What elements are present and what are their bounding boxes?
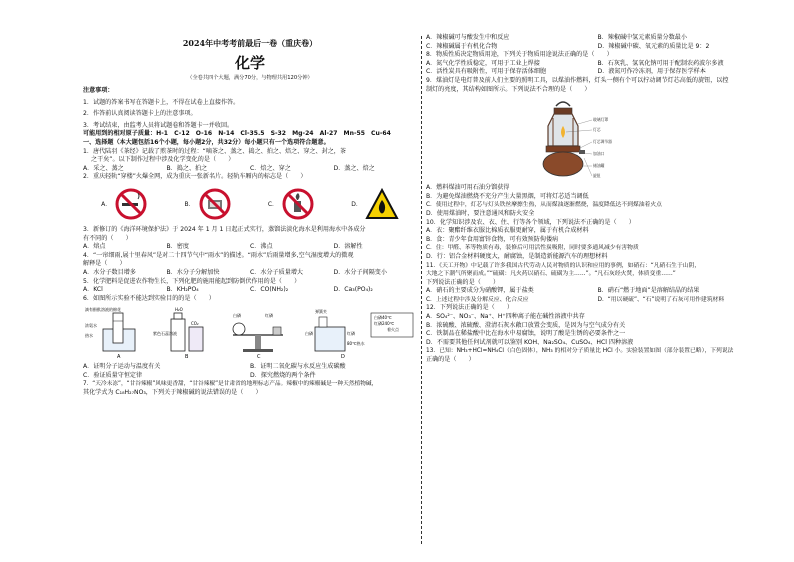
option-c[interactable]: C．沸点 — [250, 243, 273, 251]
option-a[interactable]: A．辣椒碱可与酸发生中和反应 — [426, 34, 510, 41]
option-c[interactable]: C．验证质量守恒定律 — [83, 371, 143, 379]
option-c[interactable]: C．住：甲醛、苯等物质有毒，装修后可用活性炭吸附，同时要多通风减少有害物质 — [426, 245, 639, 252]
question-6-options — [83, 372, 417, 381]
option-a[interactable]: A．SO₄²⁻、NO₃⁻、Na⁺、H⁺四种离子能在碱性溶液中共存 — [426, 313, 585, 321]
option-a[interactable]: A．熔点 — [83, 243, 106, 251]
flammable-warning-icon — [365, 188, 399, 220]
section-heading: 一、选择题（本大题包括16个小题，每小题2分，共32分）每小题只有一个选项符合题意。 — [83, 138, 330, 146]
option-c[interactable]: C．辣椒碱属于有机化合物 — [426, 42, 498, 50]
notice-item: 3．考试结束，由监考人员将试题卷和答题卡一并收回。 — [83, 121, 234, 129]
svg-text:热水: 热水 — [85, 333, 93, 339]
question-8-options — [426, 68, 769, 77]
option-c[interactable]: C．焙之、穿之 — [250, 164, 291, 172]
option-d[interactable]: D．Ca₃(PO₄)₂ — [333, 286, 373, 294]
option-d[interactable]: D． — [351, 188, 399, 220]
svg-text:白磷: 白磷 — [233, 313, 241, 319]
option-c[interactable]: C．CO(NH₂)₂ — [250, 286, 289, 294]
svg-text:D: D — [341, 354, 345, 361]
option-d[interactable]: D．水分子间隔变小 — [333, 268, 387, 276]
experiment-diagram — [83, 305, 417, 361]
svg-text:白磷40℃: 白磷40℃ — [374, 315, 392, 321]
question-11-stem: 11．《天工开物》中记载了许多我国古代劳动人民对物质的认识和应用的事例，如硝石：“凡硝石生于山阴， — [426, 262, 701, 269]
option-b[interactable]: B．硝石“燃于地面”是溶解结晶的结果 — [597, 287, 700, 295]
subject-title: 化学 — [234, 54, 265, 72]
option-a[interactable]: A． — [101, 187, 148, 221]
question-6-figure — [83, 305, 417, 361]
svg-text:CO₂: CO₂ — [191, 321, 199, 327]
option-b[interactable]: B．辣椒碱中氢元素质量分数最小 — [597, 34, 687, 41]
exam-title: 2024年中考考前最后一卷（重庆卷） — [182, 38, 318, 48]
no-lighter-icon — [281, 187, 315, 221]
option-a[interactable]: A．水分子数目增多 — [83, 268, 136, 276]
option-c[interactable]: C．上述过程中涉及分解反应、化合反应 — [426, 296, 529, 303]
option-a[interactable]: A．KCl — [83, 286, 103, 294]
question-12-stem: 12．下列说法正确的是（ ） — [426, 304, 513, 312]
option-a[interactable]: A．采之、蒸之 — [83, 164, 124, 172]
experiment-c — [233, 312, 283, 360]
question-7-stem: 其化学式为 C₁₈H₂₇NO₃，下列关于辣椒碱的说法错误的是（ ） — [83, 389, 262, 397]
option-a[interactable]: A．证明分子运动与温度有关 — [83, 363, 161, 371]
svg-text:红磷240℃: 红磷240℃ — [374, 321, 395, 327]
option-d[interactable]: D．行：铝合金材料硬度大，耐腐蚀，是制造新能源汽车的理想材料 — [426, 252, 608, 260]
option-c[interactable]: C． — [268, 187, 315, 221]
question-11-stem: 大地之下潮气所聚而成。”“硫磺：凡火药以硝石、硫磺为主……”。“凡石灰经火焚，体质变重……” — [426, 271, 676, 278]
no-fireworks-icon — [198, 187, 232, 221]
svg-text:紫色石蕊溶液: 紫色石蕊溶液 — [153, 331, 177, 337]
svg-text:红磷: 红磷 — [347, 331, 355, 337]
option-a[interactable]: A．硝石的主要成分为硝酸钾，属于盐类 — [426, 287, 534, 295]
kerosene-lamp-diagram — [426, 96, 769, 182]
question-11-options — [426, 287, 769, 296]
question-6-stem: 6．如图所示实验不能达到实验目的的是（ ） — [83, 294, 215, 302]
option-d[interactable]: D．不需要其他任何试剂就可以鉴别 KOH、Na₂SO₄、CuSO₄、HCl 四种溶液 — [426, 338, 634, 346]
svg-text:旋钮: 旋钮 — [593, 173, 601, 179]
question-3-stem: 3．新修订的《海洋环境保护法》于 2024 年 1 月 1 日起正式实行，蒸馏法淡化海水是利用海水中各成分 — [83, 225, 366, 233]
option-c[interactable]: C．使用过程中，灯芯与灯头铁丝摩擦生热，从而煤油逐渐燃烧，温度降低达不到煤油着火点 — [426, 202, 662, 209]
question-6-options — [83, 363, 417, 372]
option-b[interactable]: B．KH₂PO₄ — [166, 286, 199, 294]
question-7-stem: 7．“天冷未冻”，“甘谷辣椒”风味更香甜，“甘谷辣椒”是甘肃省的地理标志产品。辣椒中的辣椒碱是一种天然植物碱， — [83, 381, 378, 388]
svg-text:着火点: 着火点 — [387, 327, 399, 333]
question-13-stem: 正确的是（ ） — [426, 356, 475, 364]
column-divider — [421, 36, 422, 544]
svg-text:浓氨水: 浓氨水 — [85, 323, 97, 329]
option-a[interactable]: A．衣：聚酯纤维衣服比棉质衣服更耐穿，属于有机合成材料 — [426, 227, 589, 235]
question-13-stem: 13．已知：NH₃+HCl=NH₄Cl（白色固体），NH₃ 的相对分子质量比 HCl 小。实验装置如图（部分装置已略），下列说法 — [426, 348, 734, 355]
option-a[interactable]: A．氮气化学性质稳定，可用于工业上焊接 — [426, 59, 540, 67]
svg-text:灯芯: 灯芯 — [593, 127, 601, 133]
option-b[interactable]: B．浓硫酸、浓硫酸、澄清石灰水敞口放置会变质，是因为与空气成分有关 — [426, 321, 626, 329]
option-b[interactable]: B．证明二氧化碳与水反应生成碳酸 — [250, 363, 346, 371]
svg-text:红磷: 红磷 — [265, 313, 273, 319]
notice-item: 2．作答前认真阅读答题卡上的注意事项。 — [83, 110, 197, 118]
question-9-stem: 9．煤油灯是电灯普及前人们主要的照明工具，以煤油作燃料，灯头一侧有个可以拧动调节灯芯高低的旋钮，以控 — [426, 76, 729, 84]
svg-text:H₂O: H₂O — [175, 307, 183, 313]
question-9-figure — [426, 96, 769, 182]
option-d[interactable]: D．蒸之、焙之 — [333, 164, 375, 172]
option-d[interactable]: D．探究燃烧的两个条件 — [250, 371, 316, 379]
atomic-masses: 可能用到的相对原子质量：H-1 C-12 O-16 N-14 Cl-35.5 S-32 Mg-24 Al-27 Mn-55 Cu-64 — [83, 130, 391, 138]
question-3-stem: 有不同的（ ） — [83, 234, 132, 242]
option-b[interactable]: B．为避免煤油燃烧不充分产生大量黑烟，可将灯芯适当调低 — [426, 192, 589, 200]
question-7-options — [426, 43, 769, 52]
question-4-stem: 4．“一帘细雨,展十里春风”是对二十四节气中“雨水”的描述。“雨水”后雨量增多,空气湿度增大的微观 — [83, 251, 354, 259]
svg-text:加油口: 加油口 — [593, 151, 605, 157]
option-b[interactable]: B． — [184, 187, 231, 221]
svg-text:白磷: 白磷 — [305, 331, 313, 337]
question-2-stem: 2．重庆轻轨“穿楼”火爆全网，成为重庆一张新名片。轻轨车厢内的标志是（ ） — [83, 173, 307, 181]
experiment-a — [85, 306, 135, 360]
notice-item: 1．试题的答案书写在答题卡上，不得在试卷上直接作答。 — [83, 98, 240, 106]
svg-text:80℃热水: 80℃热水 — [347, 341, 365, 347]
svg-text:灯芯调节器: 灯芯调节器 — [593, 139, 612, 145]
question-4-stem: 解释是（ ） — [83, 260, 126, 268]
option-d[interactable]: D．“用以硬硫”、“石”说明了石灰可用作建筑材料 — [597, 296, 725, 303]
question-1-stem: 之干矣”。以下制作过程中涉及化学变化的是（ ） — [91, 156, 235, 164]
option-b[interactable]: B．密度 — [166, 243, 189, 251]
svg-text:储油罐: 储油罐 — [593, 163, 605, 169]
option-a[interactable]: A．燃料煤油可用石油分馏获得 — [426, 184, 510, 192]
experiment-d — [305, 308, 413, 360]
svg-text:A: A — [117, 354, 121, 361]
notice-heading: 注意事项： — [83, 87, 114, 94]
svg-text:C: C — [257, 354, 261, 361]
question-8-stem: 8．物质性质决定物质用途，下列关于物质用途说法正确的是（ ） — [426, 51, 613, 59]
option-b[interactable]: B．石灰乳、氢氧化钠可用于配制农药波尔多液 — [597, 59, 724, 67]
svg-text:滴有酚酞溶液的棉花: 滴有酚酞溶液的棉花 — [85, 307, 121, 313]
option-c[interactable]: C．铁制品在稀盐酸中比在海水中易腐蚀，说明了酸是生锈的必要条件之一 — [426, 330, 626, 338]
right-column — [426, 34, 769, 365]
kerosene-lamp-icon — [543, 102, 585, 176]
question-11-stem: 下列说法正确的是（ ） — [426, 278, 500, 286]
question-5-stem: 5．化学肥料是促进农作物生长，下列化肥的施用能起到防倒伏作用的是（ ） — [83, 277, 301, 285]
svg-text:玻璃灯罩: 玻璃灯罩 — [593, 117, 609, 123]
option-d[interactable]: D．溶解性 — [333, 243, 363, 251]
exam-note: （全卷共四个大题，满分70分，与物理共用120分钟） — [187, 75, 313, 81]
option-b[interactable]: B．食：青少年食用富锌食物，可有效预防佝偻病 — [426, 235, 559, 243]
option-b[interactable]: B．捣之、拍之 — [166, 164, 208, 172]
svg-text:弹簧夹: 弹簧夹 — [315, 309, 327, 315]
question-9-stem: 制灯的亮度，其结构如图所示。下列说法不合理的是（ ） — [426, 85, 591, 93]
option-d[interactable]: D．辣椒碱中碳、氧元素的质量比是 9：2 — [597, 42, 710, 50]
question-7-options — [426, 34, 769, 43]
option-c[interactable]: C．水分子质量增大 — [250, 268, 304, 276]
question-5-options — [83, 286, 417, 295]
question-3-options — [83, 243, 417, 252]
option-b[interactable]: B．水分子分解加快 — [166, 268, 220, 276]
question-2-signs — [83, 184, 417, 224]
question-10-stem: 10．化学知识涉及农、衣、住、行等各个领域，下列说法不正确的是（ ） — [426, 218, 635, 226]
option-d[interactable]: D．使用煤油时，要注意通风和防火安全 — [426, 209, 535, 217]
option-c[interactable]: C．活性炭具有吸附性，可用于保存活体细胞 — [426, 68, 547, 76]
no-smoking-icon — [114, 187, 148, 221]
question-1-stem: 1．唐代陆羽《茶经》记载了煎茶时的过程：“嘀茶之、蒸之、捣之、拍之、焙之、穿之、封之，茶 — [83, 147, 346, 155]
question-4-options — [83, 269, 417, 278]
left-column — [83, 34, 417, 398]
experiment-b — [153, 307, 203, 360]
option-d[interactable]: D．液氮可作冷冻剂，用于保存医学样本 — [597, 68, 706, 76]
svg-text:B: B — [185, 354, 189, 361]
